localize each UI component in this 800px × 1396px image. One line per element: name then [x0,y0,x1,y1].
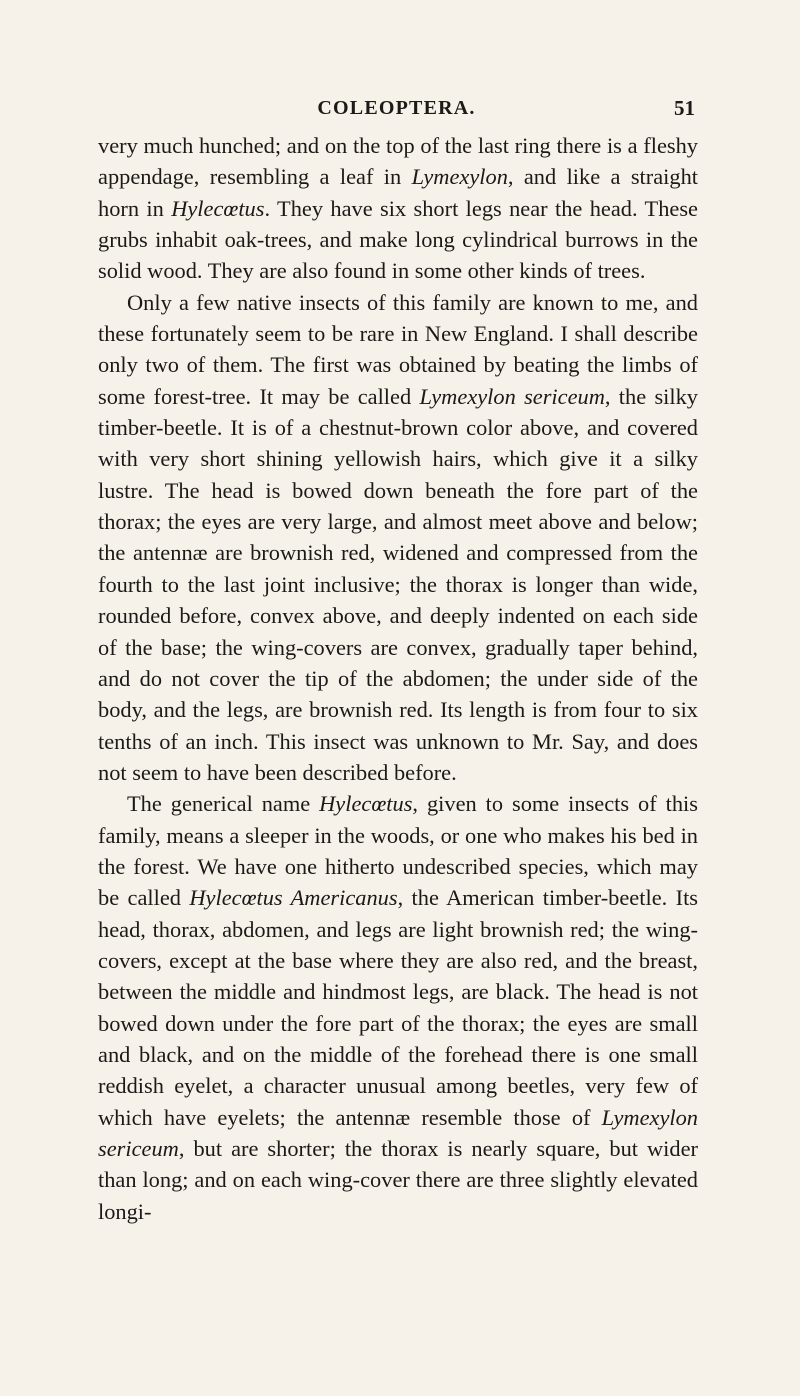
text-segment: Only a few native insects of this family are known to me, and these fortunately seem to be rare in New England. I shall describe only two of them. The first was obtained by beating the limbs of some forest-tree. It may be called [98,289,698,409]
text-segment: , the silky timber-beetle. It is of a chestnut-brown color above, and covered with very short shining yellowish hairs, which give it a silky lustre. The head is bowed down beneath the fore part of the thorax; the eyes are very large, and almost meet above and below; the antennæ are brownish red, widened and compressed from the fourth to the last joint inclusive; the thorax is longer than wide, rounded before, convex above, and deeply indented on each side of the base; the wing-covers are convex, gradually taper behind, and do not cover the tip of the abdomen; the under side of the body, and the legs, are brownish red. Its length is from four to six tenths of an inch. This insect was unknown to Mr. Say, and does not seem to have been described before. [98,383,698,785]
text-segment: very much hunched; and on the top of the last ring there is a fleshy appendage, resembling a leaf in [98,133,698,190]
text-segment: , the American timber-beetle. Its head, thorax, abdomen, and legs are light brownish red; the wing-covers, except at the base where they are also red, and the breast, between the middle and hindmost legs, are black. The head is not bowed down under the fore part of the thorax; the eyes are small and black, and on the middle of the forehead there is one small reddish eyelet, a character unusual among beetles, very few of which have eyelets; the antennæ resemble those of [98,885,699,1130]
paragraph-2 [98,287,698,789]
page-number: 51 [674,96,695,120]
running-title: COLEOPTERA. [317,97,476,119]
italic-species-name: Lymexylon [411,164,508,190]
running-head [98,92,695,124]
italic-species-name: Lymexylon sericeum [98,1104,698,1161]
italic-species-name: Hylecœtus Americanus [189,885,398,911]
italic-species-name: Lymexylon sericeum [419,383,605,409]
text-segment: , but are shorter; the thorax is nearly square, but wider than long; and on each wing-cover there are three slightly elevated longi- [98,1136,698,1224]
text-segment: . They have six short legs near the head. These grubs inhabit oak-trees, and make long cylindrical burrows in the solid wood. They are also found in some other kinds of trees. [98,195,698,284]
body-text [98,130,698,1227]
paragraph-3 [98,788,698,1227]
text-segment: The generical name [127,791,320,817]
paragraph-1 [98,130,698,287]
italic-genus-name: Hylecœtus [319,791,413,817]
italic-species-name: Hylecœtus [171,195,265,221]
text-segment: , given to some insects of this family, means a sleeper in the woods, or one who makes his bed in the forest. We have one hitherto undescribed species, which may be called [98,791,698,911]
text-segment: , and like a straight horn in [98,164,698,221]
